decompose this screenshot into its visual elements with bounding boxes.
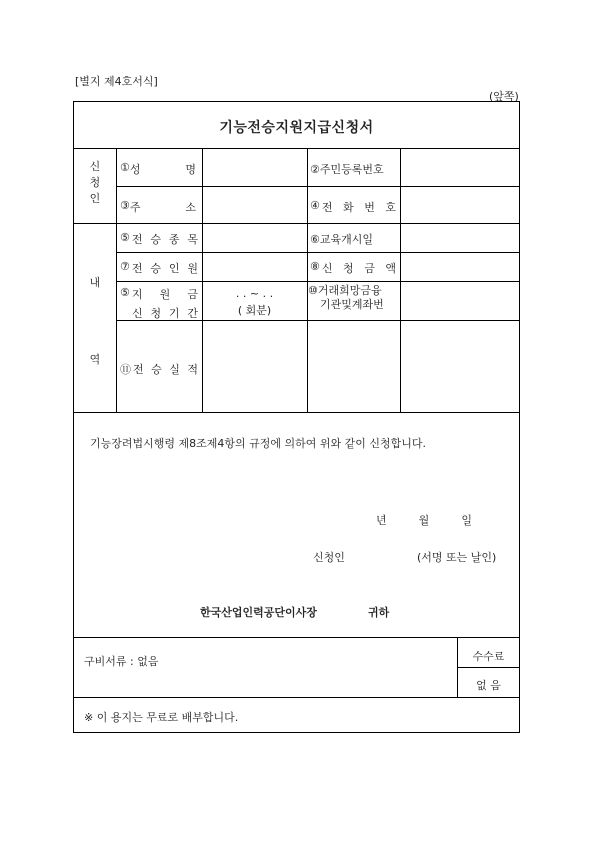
achievement-label: ⑪ 전 승 실 적 xyxy=(120,363,198,376)
name-label: ① 성 명 xyxy=(120,161,196,176)
divider xyxy=(457,667,520,668)
achievement-field-2[interactable] xyxy=(310,324,397,409)
divider xyxy=(74,412,520,413)
divider xyxy=(74,148,520,149)
applicant-section-label: 신 청 인 xyxy=(89,160,101,205)
recipient-suffix: 귀하 xyxy=(368,606,390,619)
date-line: 년 월 일 xyxy=(376,514,472,527)
applicant-signature-label: 신청인 xyxy=(313,551,345,564)
phone-field[interactable] xyxy=(403,190,517,220)
phone-label: ④ 전 화 번 호 xyxy=(310,199,396,214)
page-side-label: (앞쪽) xyxy=(489,90,519,103)
distribution-notice: ※ 이 용지는 무료로 배부합니다. xyxy=(84,711,239,724)
recipient: 한국산업인력공단이사장 xyxy=(200,606,317,619)
address-label: ③ 주 소 xyxy=(120,199,196,214)
trainee-count-label: ⑦ 전 승 인 원 xyxy=(120,260,198,275)
resident-number-label: ②주민등록번호 xyxy=(310,163,384,176)
training-start-field[interactable] xyxy=(403,226,517,250)
divider xyxy=(74,637,520,638)
divider xyxy=(307,148,308,412)
divider xyxy=(74,223,520,224)
divider xyxy=(202,148,203,412)
craft-item-label: ⑤ 전 승 종 목 xyxy=(120,231,198,246)
fee-label: 수수료 xyxy=(472,650,505,663)
address-field[interactable] xyxy=(205,190,304,220)
training-start-label: ⑥교육개시일 xyxy=(310,233,373,246)
declaration-text: 기능장려법시행령 제8조제4항의 규정에 의하여 위와 같이 신청합니다. xyxy=(90,437,426,450)
form-title: 기능전승지원지급신청서 xyxy=(219,120,374,136)
bank-account-field[interactable] xyxy=(403,284,517,318)
divider xyxy=(116,186,520,187)
requested-amount-field[interactable] xyxy=(403,255,517,279)
resident-number-field[interactable] xyxy=(403,152,517,184)
divider xyxy=(116,148,117,412)
required-documents: 구비서류 : 없음 xyxy=(84,655,159,668)
support-period-range[interactable]: . . ~ . . xyxy=(235,287,274,300)
trainee-count-field[interactable] xyxy=(205,255,304,279)
achievement-field-1[interactable] xyxy=(205,324,304,409)
divider xyxy=(116,252,520,253)
content-section-label-bottom: 역 xyxy=(89,353,101,366)
divider xyxy=(116,281,520,282)
bank-account-label: ⑩거래희망금융 기관및계좌번 xyxy=(308,284,384,311)
name-field[interactable] xyxy=(205,152,304,184)
form-number: [별지 제4호서식] xyxy=(75,75,158,88)
divider xyxy=(74,697,520,698)
support-period-label: ⑤ 지 원 금 신 청 기 간 xyxy=(120,286,198,320)
application-form xyxy=(73,101,520,733)
craft-item-field[interactable] xyxy=(205,226,304,250)
fee-value: 없 음 xyxy=(476,679,501,692)
content-section-label-top: 내 xyxy=(89,276,101,289)
signature-note: (서명 또는 날인) xyxy=(417,551,497,564)
achievement-field-3[interactable] xyxy=(403,324,517,409)
support-period-sessions[interactable]: ( 회분) xyxy=(237,304,272,317)
requested-amount-label: ⑧ 신 청 금 액 xyxy=(310,260,396,275)
divider xyxy=(400,148,401,412)
